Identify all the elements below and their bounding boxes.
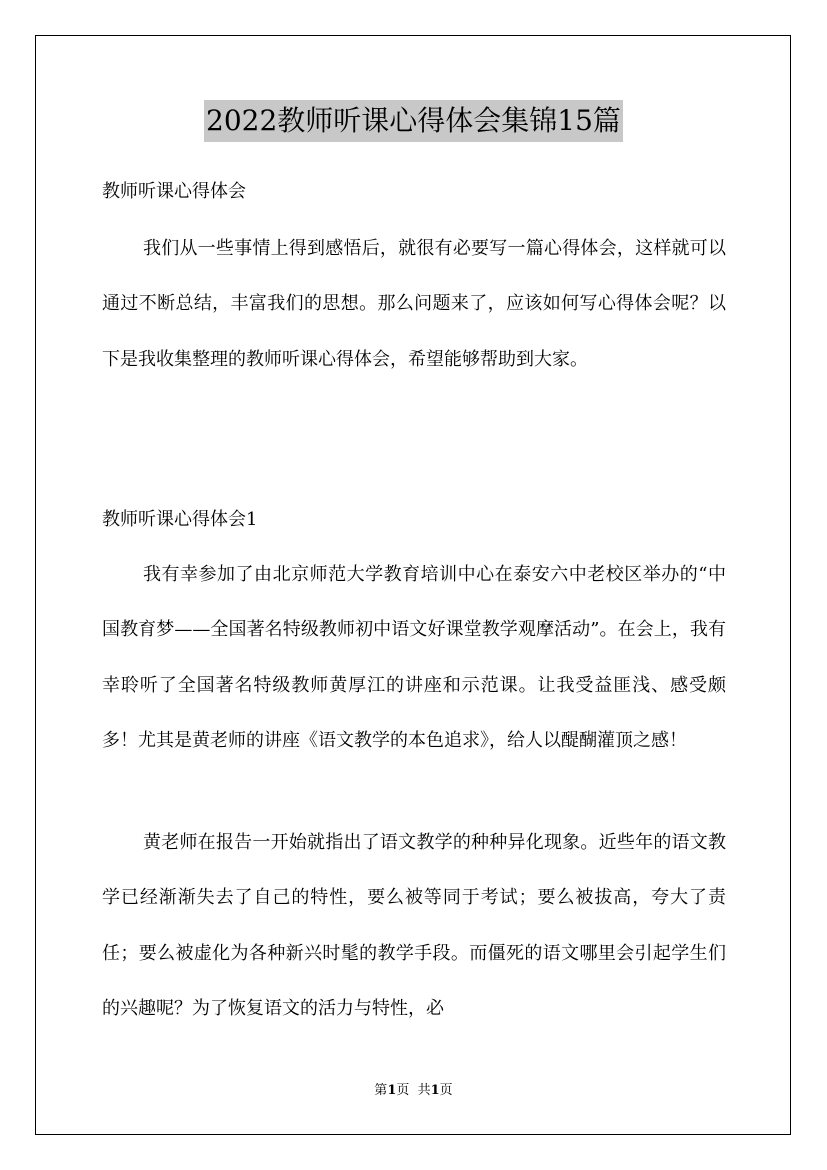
footer-prefix: 第	[374, 1083, 388, 1098]
footer-suffix: 页	[439, 1083, 453, 1098]
intro-paragraph: 我们从一些事情上得到感悟后，就很有必要写一篇心得体会，这样就可以通过不断总结，丰富我们的思想。那么问题来了，应该如何写心得体会呢？以下是我收集整理的教师听课心得体会，希望能够帮助到大家。	[102, 238, 726, 370]
footer-mid: 页 共	[396, 1083, 431, 1098]
title-container	[0, 100, 827, 142]
footer-page-total: 1	[430, 1083, 440, 1098]
section-paragraph-2: 黄老师在报告一开始就指出了语文教学的种种异化现象。近些年的语文教学已经渐渐失去了自己的特性，要么被等同于考试；要么被拔高，夸大了责任；要么被虚化为各种新兴时髦的教学手段。而僵死的语文哪里会引起学生们的兴趣呢？为了恢复语文的活力与特性，必	[102, 832, 726, 1020]
footer-page-number: 1	[387, 1083, 397, 1098]
page-footer	[0, 1082, 827, 1100]
section-heading: 教师听课心得体会1	[102, 509, 258, 530]
intro-heading: 教师听课心得体会	[102, 181, 246, 202]
section-paragraph-1: 我有幸参加了由北京师范大学教育培训中心在泰安六中老校区举办的“中国教育梦——全国著名特级教师初中语文好课堂教学观摩活动”。在会上，我有幸聆听了全国著名特级教师黄厚江的讲座和示范课。让我受益匪浅、感受颇多！尤其是黄老师的讲座《语文教学的本色追求》，给人以醍醐灌顶之感！	[102, 564, 726, 752]
document-title: 2022教师听课心得体会集锦15篇	[204, 100, 623, 142]
